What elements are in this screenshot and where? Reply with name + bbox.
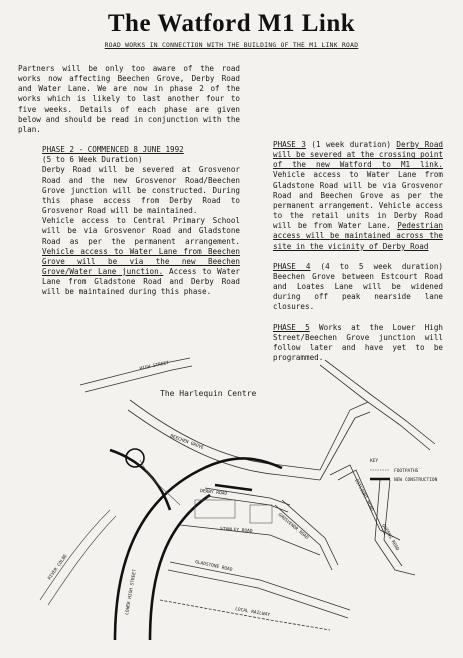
phase3-label: PHASE 3 bbox=[273, 140, 306, 149]
phase4-label: PHASE 4 bbox=[273, 261, 311, 271]
label-gladstone-road: GLADSTONE ROAD bbox=[194, 560, 233, 573]
phase3-duration: (1 week duration) bbox=[305, 140, 397, 149]
key-new-construction: NEW CONSTRUCTION bbox=[394, 478, 438, 483]
label-lower-high-street: LOWER HIGH STREET bbox=[125, 569, 138, 616]
phase3-text: Vehicle access to Water Lane from Gladstone Road will be via Grosvenor Road and Beechen Grove as per the permanent arrangement. Vehicle access to the retail units in Derby Road will be from Water Lane. bbox=[273, 170, 443, 231]
high-street-road bbox=[80, 358, 192, 392]
phase5-label: PHASE 5 bbox=[273, 322, 310, 332]
label-river-colne: RIVER COLNE bbox=[47, 553, 69, 582]
phase2-paragraph-1: Derby Road will be severed at Grosvenor Road and the new Grosvenor Road/Beechen Grove junction will be constructed. During this phase access from Derby Road to Grosvenor Road will be maintained. bbox=[42, 165, 240, 216]
label-grosvenor-road: GROSVENOR ROAD bbox=[276, 512, 309, 541]
map-title-harlequin: The Harlequin Centre bbox=[160, 389, 257, 398]
map-key bbox=[370, 458, 438, 483]
stanley-gladstone-roads bbox=[168, 525, 350, 618]
label-high-street: HIGH STREET bbox=[139, 360, 170, 372]
document-subtitle: ROAD WORKS IN CONNECTION WITH THE BUILDING OF THE M1 LINK ROAD bbox=[104, 42, 359, 49]
left-column bbox=[18, 64, 240, 297]
label-derby-road: DERBY ROAD bbox=[199, 489, 228, 497]
label-beechen-grove: BEECHEN GROVE bbox=[169, 434, 205, 451]
document-title: The Watford M1 Link bbox=[107, 10, 356, 37]
phase2-duration: (5 to 6 Week Duration) bbox=[42, 155, 143, 165]
label-stanley-road: STANLEY ROAD bbox=[219, 527, 253, 535]
phase4-text: (4 to 5 week duration) Beechen Grove between Estcourt Road and Loates Lane will be widened during off peak nearside lane closures. bbox=[273, 261, 443, 312]
phase3-underlined-2: Pedestrian access will be maintained across the site in the vicinity of Derby Road bbox=[273, 221, 443, 251]
right-railway bbox=[320, 360, 435, 450]
label-local-railway: LOCAL RAILWAY bbox=[234, 607, 271, 619]
phase2-paragraph-2-end: Access to Water Lane from Gladstone Road and Derby Road will be maintained during this phase. bbox=[42, 266, 240, 297]
phase5-text: Works at the Lower High Street/Beechen Grove junction will follow later and have yet to be programmed. bbox=[273, 322, 443, 362]
phase3-section bbox=[273, 140, 443, 252]
phase2-underlined-text: Vehicle access to Water Lane from Beechen Grove will be via the new Beechen Grove/Water Lane junction. bbox=[42, 246, 240, 276]
label-estcourt-road: ESTCOURT ROAD bbox=[353, 478, 375, 513]
phase2-paragraph-2: Vehicle access to Central Primary School will be via Grosvenor Road and Gladstone Road as per the permanent arrangement. bbox=[42, 216, 240, 246]
phase2-section bbox=[42, 145, 240, 297]
phase4-section bbox=[273, 262, 443, 313]
label-queens-road: QUEENS ROAD bbox=[380, 523, 400, 552]
phase3-underlined-1: Derby Road will be severed at the crossing point of the new Watford to M1 link. bbox=[273, 140, 443, 170]
road-works-plan bbox=[20, 340, 460, 640]
key-footpaths: FOOTPATHS bbox=[394, 469, 419, 474]
key-title: KEY bbox=[370, 459, 379, 464]
railway-line bbox=[160, 600, 330, 630]
beechen-grove-road bbox=[128, 400, 370, 480]
intro-paragraph: Partners will be only too aware of the road works now affecting Beechen Grove, Derby Road and Water Lane. We are now in phase 2 of the works which is likely to last another four to five weeks. Details of each phase are given below and should be read in conjunction with the plan. bbox=[18, 64, 240, 134]
phase2-heading: PHASE 2 - COMMENCED 8 JUNE 1992 bbox=[42, 145, 184, 155]
river bbox=[40, 510, 116, 605]
right-column bbox=[273, 140, 443, 373]
